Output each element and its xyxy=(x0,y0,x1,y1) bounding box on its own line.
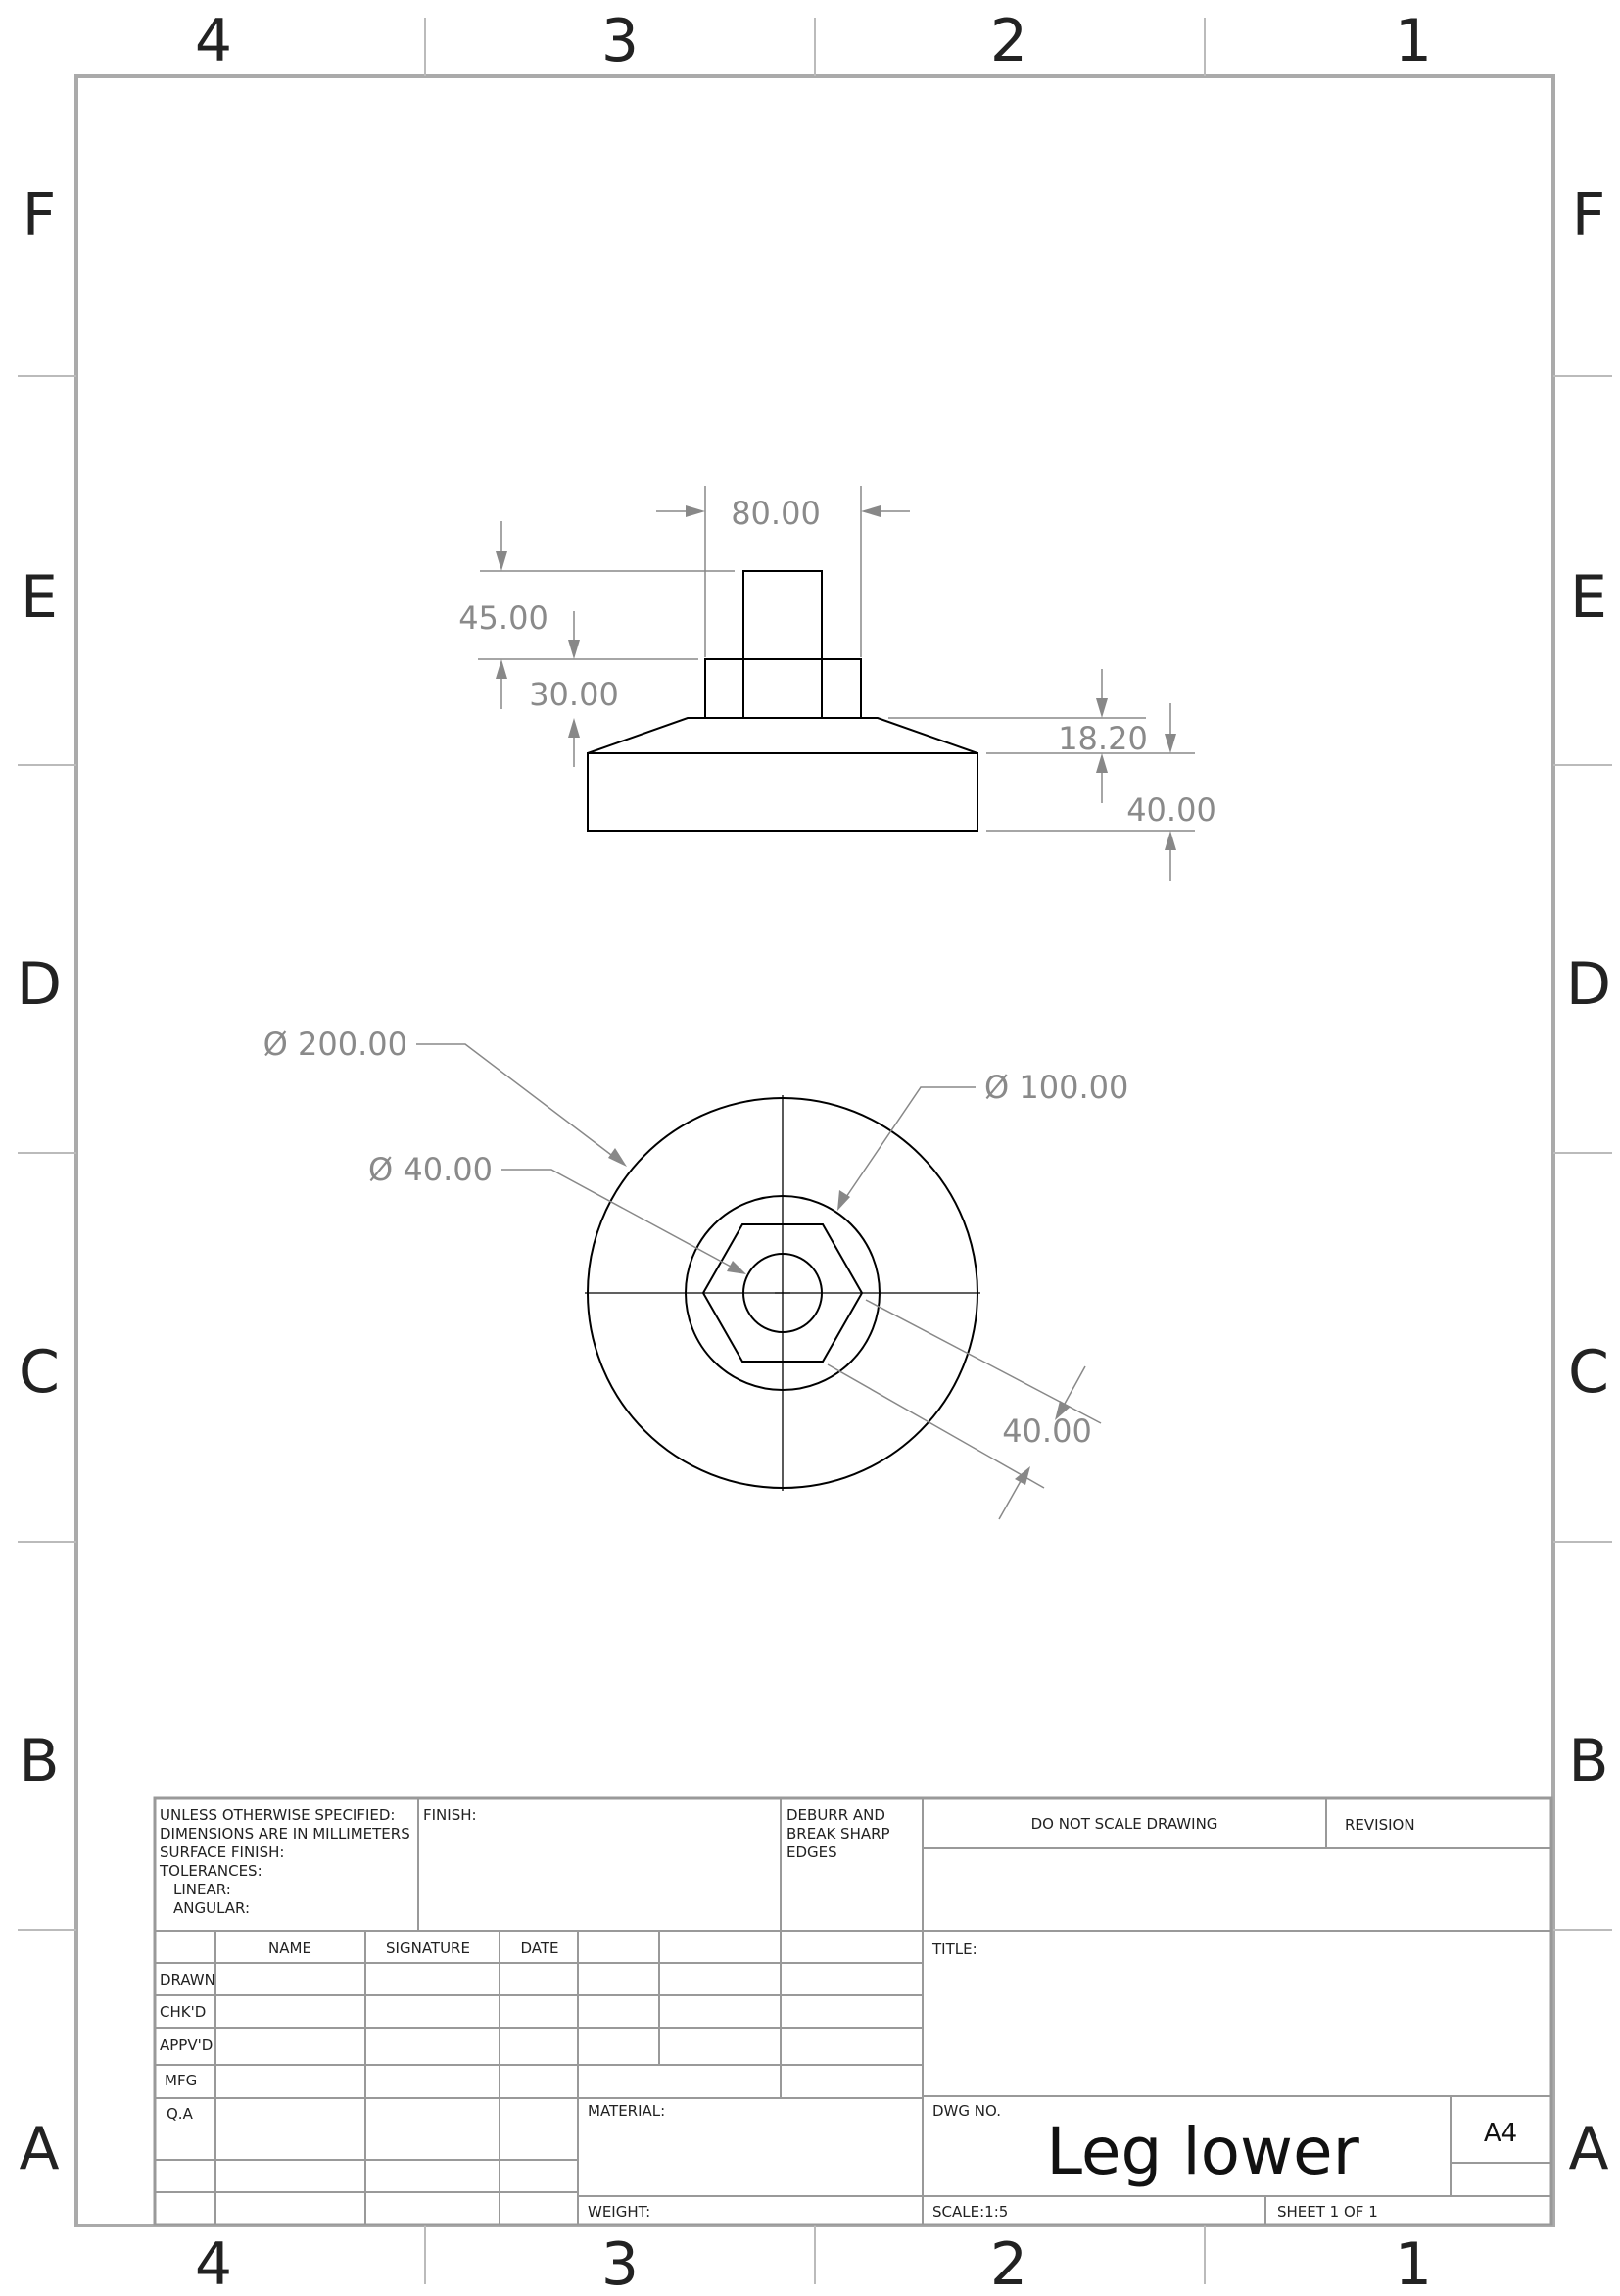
note-line-2: DIMENSIONS ARE IN MILLIMETERS xyxy=(160,1825,410,1842)
front-view-chamfer xyxy=(588,718,977,753)
zone-col-top-4: 4 xyxy=(194,7,233,75)
zone-row-left-d: D xyxy=(16,950,63,1019)
finish-label: FINISH: xyxy=(423,1806,477,1824)
dim-base-height: 40.00 xyxy=(1126,791,1216,829)
dwg-no-label: DWG NO. xyxy=(932,2102,1001,2120)
sheet-count: SHEET 1 OF 1 xyxy=(1277,2203,1378,2221)
zone-row-left-a: A xyxy=(19,2115,60,2183)
note-line-5: LINEAR: xyxy=(173,1881,231,1898)
role-approved: APPV'D xyxy=(160,2036,214,2054)
zone-row-right-c: C xyxy=(1568,1338,1609,1407)
deburr-line-2: BREAK SHARP xyxy=(786,1825,890,1842)
dim-collar-height: 30.00 xyxy=(529,676,619,713)
zone-col-bottom-3: 3 xyxy=(600,2230,640,2291)
zone-row-left-e: E xyxy=(21,563,58,632)
note-line-4: TOLERANCES: xyxy=(160,1862,262,1880)
deburr-line-1: DEBURR AND xyxy=(786,1806,885,1824)
zone-col-bottom-2: 2 xyxy=(989,2230,1028,2291)
revision-label: REVISION xyxy=(1345,1816,1415,1834)
zone-row-right-e: E xyxy=(1570,563,1607,632)
top-view-dimensions xyxy=(263,1026,1129,1519)
dim-bore-diameter: Ø 40.00 xyxy=(368,1151,493,1188)
front-view xyxy=(588,571,977,831)
zone-row-right-b: B xyxy=(1568,1727,1609,1795)
zone-row-right-d: D xyxy=(1565,950,1612,1019)
zone-row-right-f: F xyxy=(1571,181,1606,250)
zone-col-top-2: 2 xyxy=(989,7,1028,75)
zone-col-top-3: 3 xyxy=(600,7,640,75)
header-name: NAME xyxy=(268,1939,311,1957)
material-label: MATERIAL: xyxy=(588,2102,666,2120)
zone-row-right-a: A xyxy=(1568,2115,1609,2183)
dim-hex-flats: 40.00 xyxy=(1002,1412,1092,1450)
zone-row-left-b: B xyxy=(19,1727,60,1795)
header-date: DATE xyxy=(520,1939,559,1957)
deburr-line-3: EDGES xyxy=(786,1843,837,1861)
note-line-6: ANGULAR: xyxy=(173,1899,251,1917)
role-mfg: MFG xyxy=(165,2072,198,2089)
sheet-size: A4 xyxy=(1483,2119,1518,2148)
weight-label: WEIGHT: xyxy=(588,2203,651,2221)
front-view-shaft xyxy=(743,571,822,718)
top-view xyxy=(585,1095,980,1491)
dim-collar-diameter: Ø 100.00 xyxy=(984,1069,1129,1106)
dim-total-height: 45.00 xyxy=(458,599,548,637)
do-not-scale: DO NOT SCALE DRAWING xyxy=(1030,1815,1218,1833)
front-view-dimensions xyxy=(458,486,1216,881)
dim-outer-diameter: Ø 200.00 xyxy=(262,1026,407,1063)
dim-top-width: 80.00 xyxy=(731,495,821,532)
scale-label: SCALE:1:5 xyxy=(932,2203,1009,2221)
drawing-title: Leg lower xyxy=(1046,2114,1359,2189)
front-view-base xyxy=(588,753,977,831)
dim-chamfer-height: 18.20 xyxy=(1058,720,1148,757)
zone-row-left-f: F xyxy=(22,181,57,250)
title-label: TITLE: xyxy=(932,1940,977,1958)
zone-row-left-c: C xyxy=(19,1338,60,1407)
sheet-border xyxy=(76,76,1553,2225)
zone-ticks xyxy=(18,18,1612,2284)
note-line-3: SURFACE FINISH: xyxy=(160,1843,285,1861)
role-checked: CHK'D xyxy=(160,2003,207,2021)
note-line-1: UNLESS OTHERWISE SPECIFIED: xyxy=(160,1806,396,1824)
header-signature: SIGNATURE xyxy=(386,1939,470,1957)
zone-col-bottom-4: 4 xyxy=(194,2230,233,2291)
role-drawn: DRAWN xyxy=(160,1971,215,1988)
role-qa: Q.A xyxy=(167,2105,193,2123)
zone-col-bottom-1: 1 xyxy=(1394,2230,1433,2291)
zone-col-top-1: 1 xyxy=(1394,7,1433,75)
front-view-collar xyxy=(705,659,861,718)
